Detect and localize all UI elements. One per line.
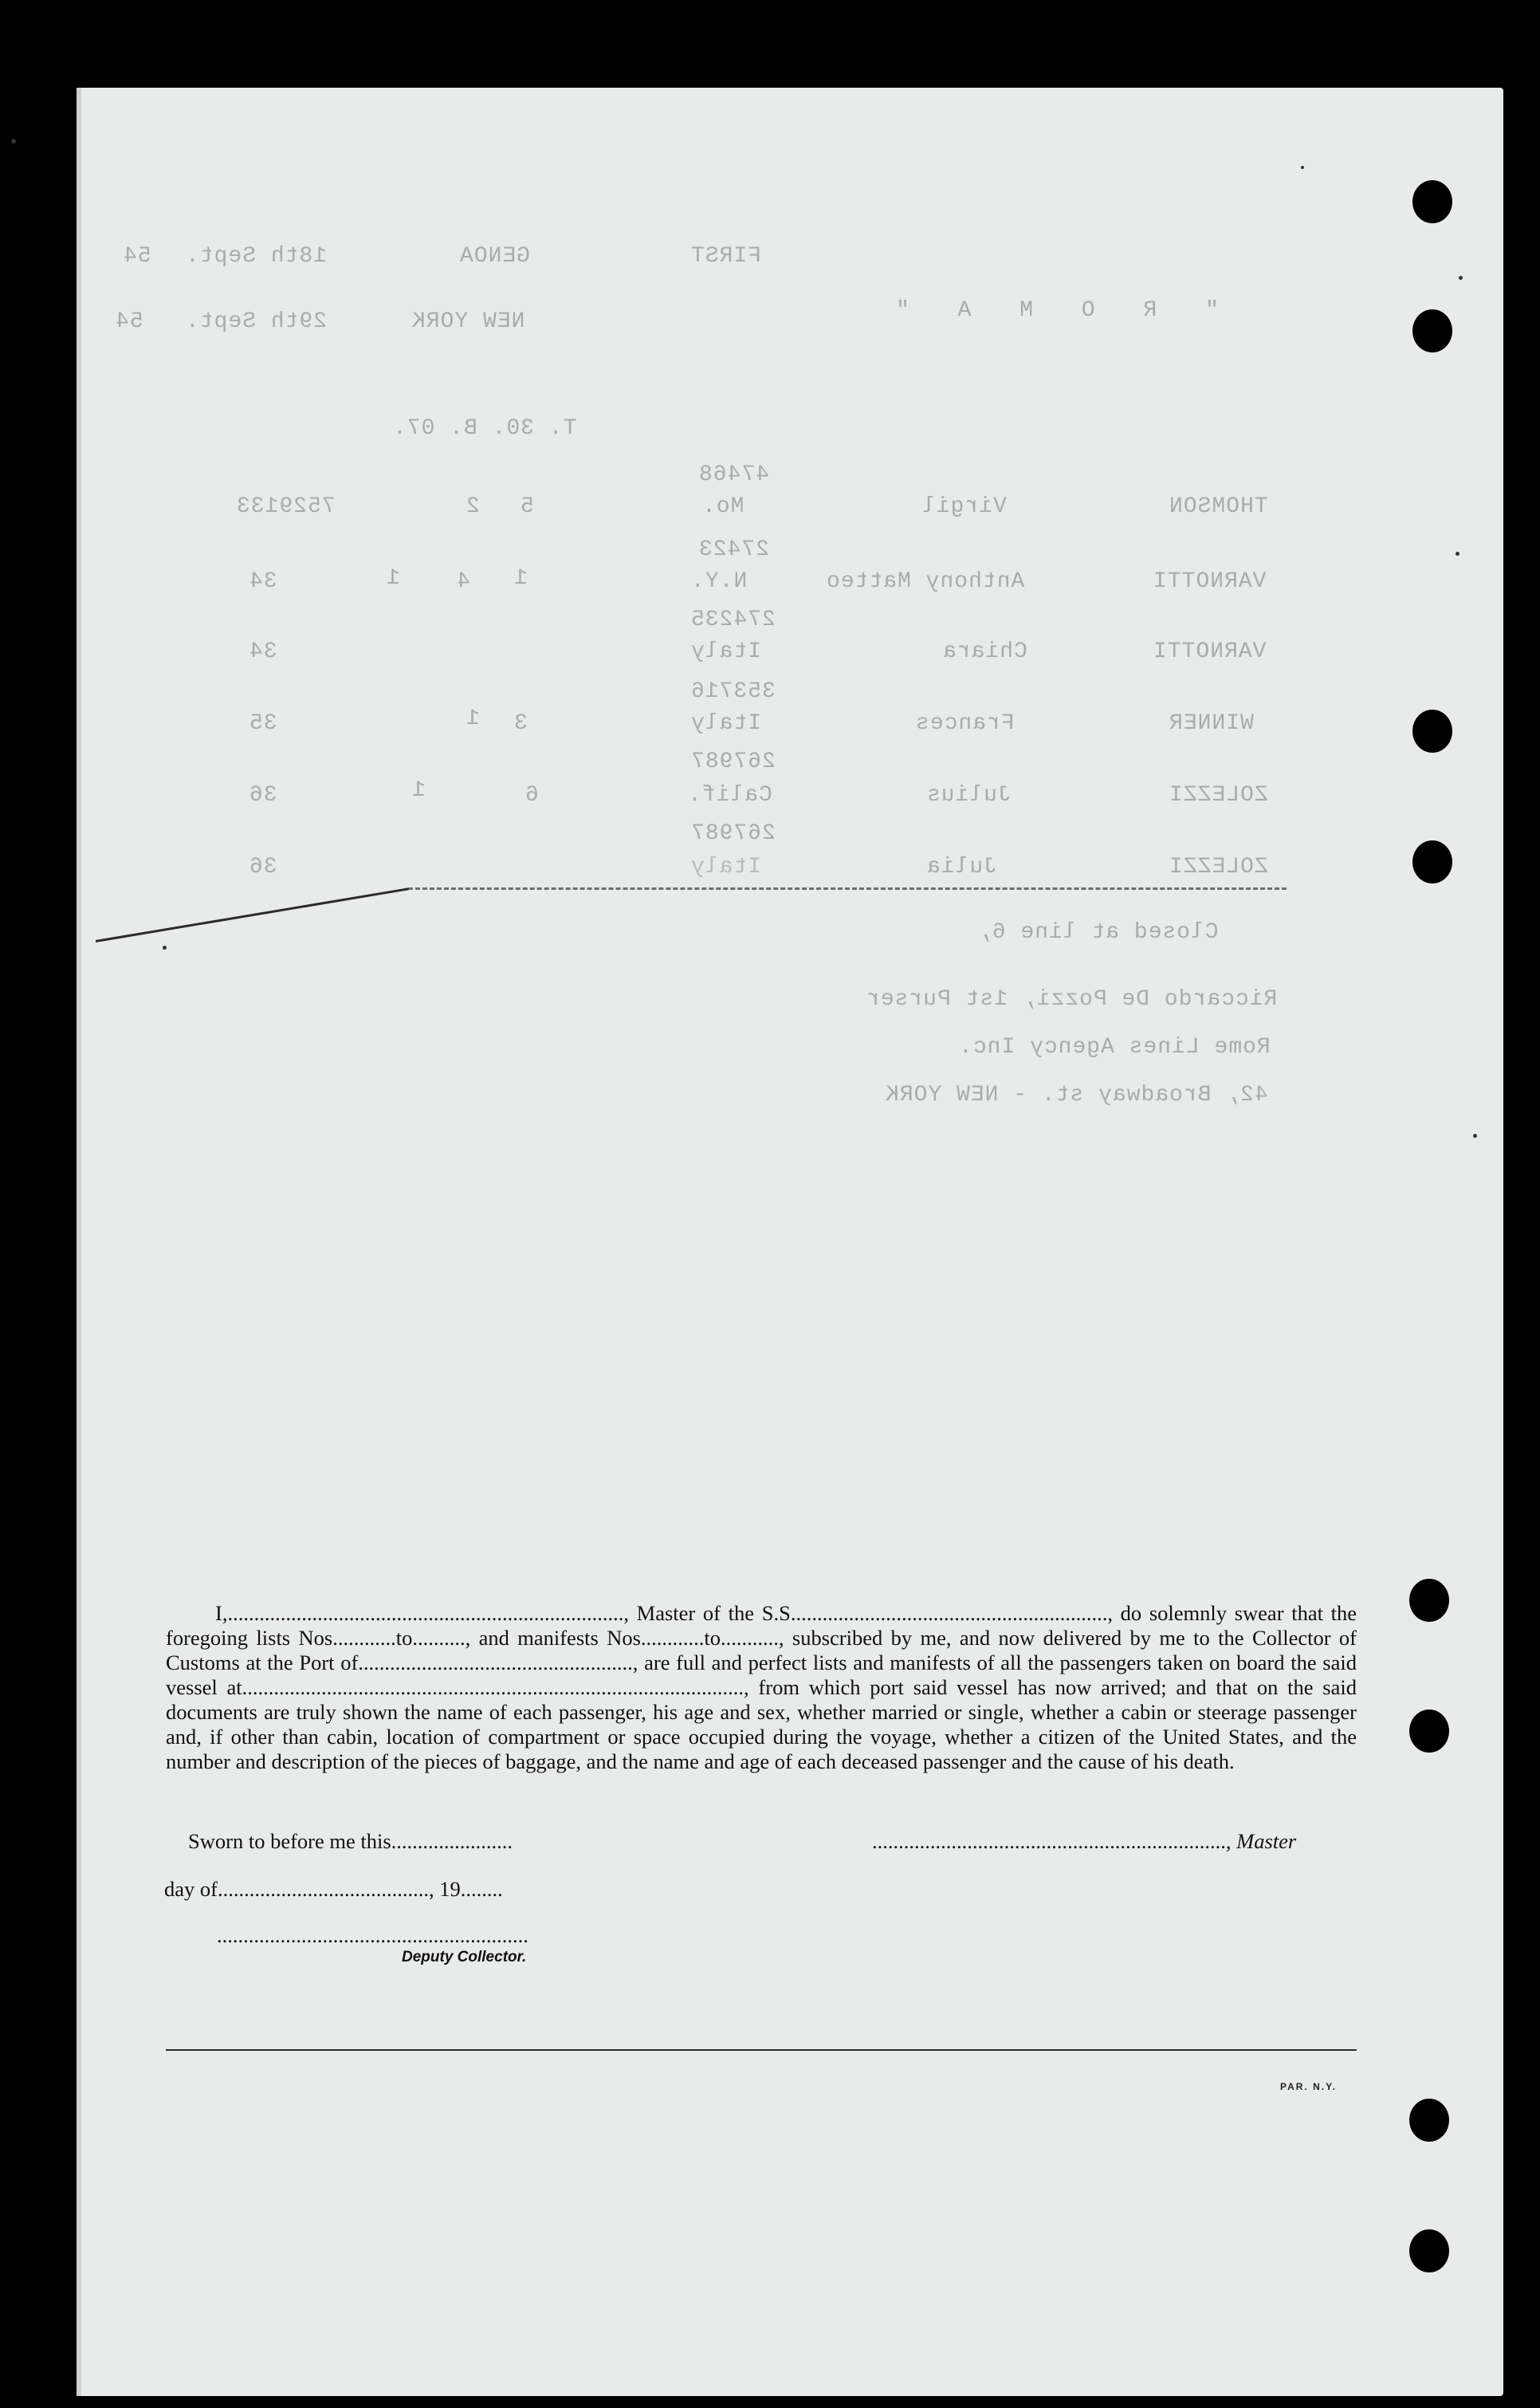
fill-dots: .......... <box>412 1626 466 1650</box>
oath-text: , from which port said vessel has now arrived; and that on the said documents are truly shown the name of each passenger, his age and sex, whether married or single, whether a cabin or steerage passenger and, if other than cabin, location of compartment or space occupied during the voyage, whether a citizen of the United States, and the number and description of the pieces of baggage, and the name and age of each deceased passenger and the cause of his death. <box>166 1675 1357 1773</box>
fill-dots: ............................................................................................... <box>242 1675 744 1699</box>
fill-dots: ................................................................... <box>872 1829 1226 1853</box>
day-label: day of <box>164 1877 218 1901</box>
binder-hole <box>1409 1710 1449 1753</box>
form-code: PAR. N.Y. <box>1280 2081 1338 2092</box>
master-signature-line <box>872 1829 1296 1854</box>
oath-text: , do solemnly swear that the foregoing lists Nos <box>166 1601 1357 1650</box>
mirror-c: 4 <box>456 569 470 594</box>
mirror-surname: THOMSON <box>1169 494 1268 519</box>
mirror-surname: WINNER <box>1169 711 1254 736</box>
mirror-last: 36 <box>249 855 277 879</box>
sworn-line <box>188 1829 513 1854</box>
mirror-c: 2 <box>466 494 480 519</box>
mirror-given: Chiara <box>942 639 1027 664</box>
mirror-row2-col4: " R O M A " <box>878 298 1219 323</box>
master-label: , Master <box>1225 1829 1297 1853</box>
mirror-row1-col2: 18th Sept. <box>185 244 328 269</box>
mirror-given: Frances <box>915 711 1015 736</box>
mirror-c: 5 <box>520 494 534 519</box>
mirror-last: 7529133 <box>236 494 336 519</box>
mirror-given: Julius <box>926 783 1012 808</box>
sworn-label: Sworn to before me this <box>188 1829 391 1853</box>
mirror-given: Julia <box>926 855 998 879</box>
mirror-c: 1 <box>513 566 528 591</box>
mirror-num: 27423 <box>698 537 770 562</box>
closing-dashed-line <box>408 887 1287 890</box>
binder-hole <box>1409 1579 1449 1622</box>
mirror-last: 35 <box>249 711 277 736</box>
mirror-surname: VARNOTTI <box>1153 639 1267 664</box>
mirror-surname: ZOLEZZI <box>1169 855 1268 879</box>
bottom-rule <box>166 2049 1357 2051</box>
binder-hole <box>1409 2099 1449 2142</box>
mirror-row1-col4: FIRST <box>690 244 762 269</box>
mirror-place: Italy <box>690 639 762 664</box>
mirror-last: 34 <box>249 569 277 594</box>
fill-dots: ........................................................................... <box>227 1601 624 1625</box>
deputy-dots: ........................................................... <box>217 1923 528 1947</box>
oath-text: , are full and perfect lists and manifests of all the passengers taken on board the said vessel at <box>166 1651 1357 1699</box>
mirror-place: Calif. <box>687 783 772 808</box>
fill-dots: ........................................................... <box>796 1601 1108 1625</box>
mirror-num: 47468 <box>698 462 770 487</box>
mirror-signoff-3: 42, Broadway st. - NEW YORK <box>885 1083 1268 1108</box>
day-line <box>164 1877 503 1902</box>
mirror-row2-col3: NEW YORK <box>411 309 525 334</box>
oath-paragraph <box>166 1601 1357 1774</box>
mirror-row2-col2: 29th Sept. <box>185 309 328 334</box>
fill-dots: ........ <box>460 1877 503 1901</box>
mirror-code: T. 30. B. 07. <box>392 416 577 441</box>
mirror-c: 1 <box>466 706 480 731</box>
oath-text: , subscribed by me, and now delivered by me to the Collector of Customs at the Port of <box>166 1626 1357 1674</box>
mirror-c: 1 <box>386 566 400 591</box>
fill-dots: ............ <box>332 1626 396 1650</box>
mirror-place: Italy <box>690 711 762 736</box>
mirror-c: 1 <box>411 778 426 803</box>
mirror-place: Mo. <box>701 494 744 519</box>
oath-text: , and manifests Nos <box>465 1626 641 1650</box>
fill-dots: ............ <box>640 1626 705 1650</box>
oath-text: , Master of the S.S. <box>623 1601 796 1625</box>
mirror-signoff-2: Rome Lines Agency Inc. <box>958 1035 1271 1060</box>
fill-dots: ........................................ <box>217 1877 429 1901</box>
mirror-row1-col3: GENOA <box>459 244 531 269</box>
mirror-row2-col1: 54 <box>115 309 143 334</box>
mirror-place: Italy <box>690 855 762 879</box>
mirror-last: 34 <box>249 639 277 664</box>
binder-hole <box>1409 2229 1449 2272</box>
bleed-through-text <box>77 88 1503 1204</box>
oath-text: I, <box>215 1601 228 1625</box>
mirror-given: Anthony Matteo <box>826 569 1025 594</box>
mirror-num: 353716 <box>690 679 776 704</box>
mirror-num: 267987 <box>690 750 776 774</box>
fill-dots: ....................... <box>391 1829 513 1853</box>
mirror-c: 6 <box>524 783 539 808</box>
oath-text: to <box>395 1626 413 1650</box>
mirror-last: 36 <box>249 783 277 808</box>
year-label: , 19 <box>428 1877 461 1901</box>
mirror-surname: ZOLEZZI <box>1169 783 1268 808</box>
fill-dots: ........... <box>721 1626 779 1650</box>
mirror-row1-col1: 54 <box>123 244 151 269</box>
mirror-signoff-1: Riccardo De Pozzi, 1st Purser <box>866 987 1278 1012</box>
mirror-num: 274235 <box>690 608 776 632</box>
oath-text: to <box>704 1626 721 1650</box>
mirror-surname: VARNOTTI <box>1153 569 1267 594</box>
deputy-collector-label: Deputy Collector. <box>402 1949 527 1965</box>
mirror-given: Virgil <box>921 494 1007 519</box>
mirror-num: 267987 <box>690 821 776 846</box>
mirror-closed: Closed at line 6, <box>977 920 1219 945</box>
fill-dots: .................................................... <box>358 1651 633 1674</box>
speck <box>11 139 16 144</box>
mirror-c: 3 <box>513 711 528 736</box>
mirror-place: N.Y. <box>690 569 748 594</box>
